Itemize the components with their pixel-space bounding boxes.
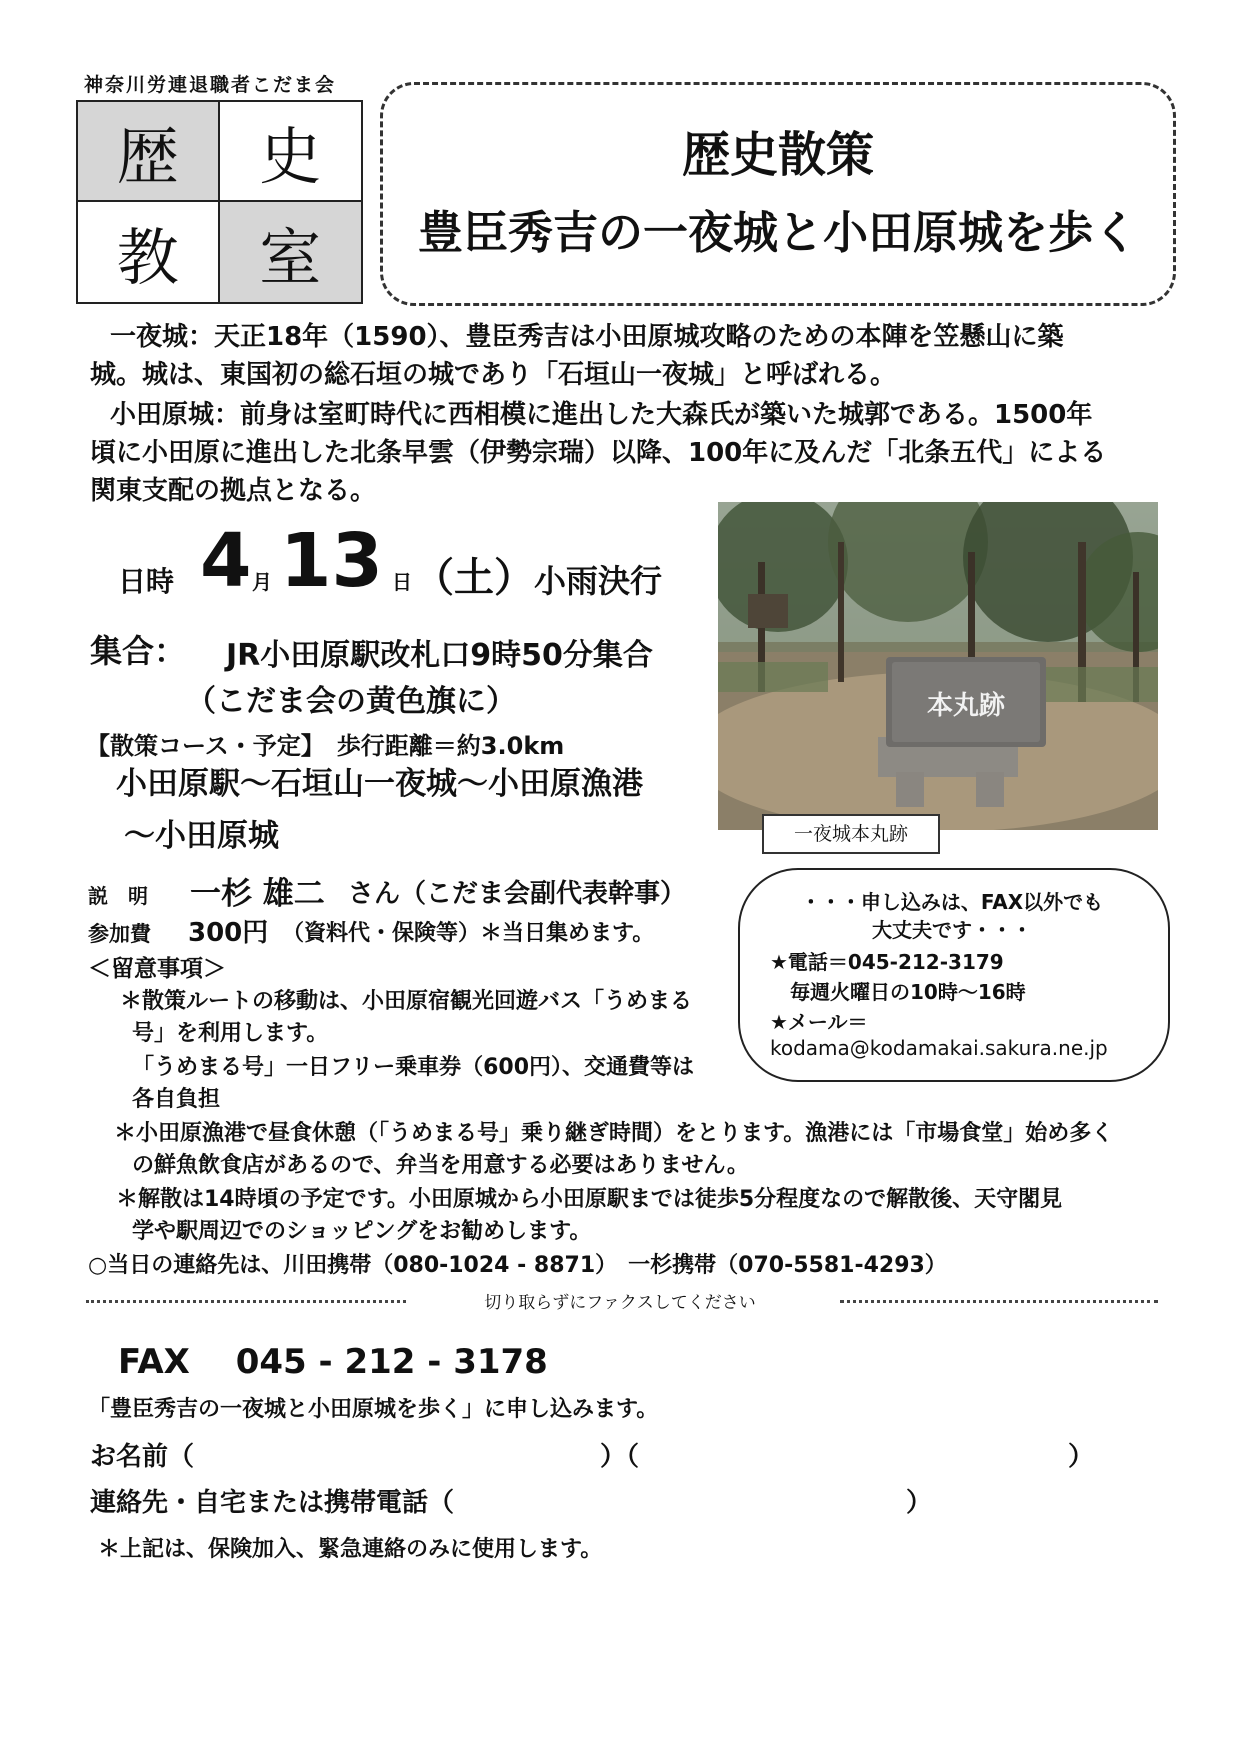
name-label: お名前（ [90, 1442, 195, 1472]
cut-instruction [0, 1288, 1240, 1313]
castle-site-photo [718, 502, 1158, 830]
contact-paren-close: ） [906, 1488, 933, 1518]
bubble-line-1: ・・・申し込みは、FAX以外でも [800, 890, 1104, 914]
contact-phone-field[interactable] [470, 1482, 900, 1516]
fax-number: FAX 045 - 212 - 3178 [118, 1342, 548, 1382]
name-reading-field[interactable] [650, 1436, 1060, 1470]
note-line-5: ＊小田原漁港で昼食休憩（「うめまる号」乗り継ぎ時間）をとります。漁港には「市場食堂」始め多く [114, 1121, 1114, 1146]
meeting-place: JR小田原駅改札口9時50分集合 [226, 638, 653, 673]
guide-role: さん（こだま会副代表幹事） [348, 879, 687, 909]
apply-statement: 「豊臣秀吉の一夜城と小田原城を歩く」に申し込みます。 [88, 1397, 659, 1422]
badge-char-3: 教 [78, 202, 220, 302]
note-line-2: 号」を利用します。 [132, 1021, 329, 1046]
date-day-unit: 日 [392, 570, 412, 594]
bubble-hours: 毎週火曜日の10時～16時 [790, 980, 1026, 1004]
note-line-7: ＊解散は14時頃の予定です。小田原城から小田原駅までは徒歩5分程度なので解散後、天守閣見 [116, 1187, 1063, 1212]
badge-char-2: 史 [220, 102, 362, 202]
badge-char-4: 室 [220, 202, 362, 302]
note-line-8: 学や駅周辺でのショッピングをお勧めします。 [132, 1219, 592, 1244]
date-month: 4 [200, 518, 252, 604]
intro-line-1: 一夜城：天正18年（1590）、豊臣秀吉は小田原城攻略のための本陣を笠懸山に築 [110, 322, 1064, 352]
note-line-1: ＊散策ルートの移動は、小田原宿観光回遊バス「うめまる [120, 989, 693, 1014]
intro-line-3: 小田原城：前身は室町時代に西相模に進出した大森氏が築いた城郭である。1500年 [110, 400, 1093, 430]
bubble-mail-label: ★メール＝ [770, 1010, 868, 1034]
date-day: 13 [280, 518, 383, 604]
name-paren-mid: ）（ [600, 1442, 640, 1472]
note-line-4: 各自負担 [132, 1087, 221, 1112]
date-note: 小雨決行 [534, 562, 663, 600]
date-month-unit: 月 [252, 570, 272, 594]
date-label: 日時 [118, 565, 175, 598]
note-line-3: 「うめまる号」一日フリー乗車券（600円）、交通費等は [132, 1055, 695, 1080]
note-line-6: の鮮魚飲食店があるので、弁当を用意する必要はありません。 [132, 1153, 749, 1178]
meeting-label: 集合： [90, 632, 187, 670]
contact-line: ○当日の連絡先は、川田携帯（080-1024 - 8871） 一杉携帯（070-5581-4293） [88, 1253, 947, 1278]
page-title: 歴史散策 [681, 127, 874, 183]
cut-instruction-text: 切り取らずにファクスしてください [474, 1293, 766, 1313]
photo-illustration [718, 502, 1158, 830]
fee-note: （資料代・保険等）＊当日集めます。 [282, 921, 655, 946]
fee-label: 参加費 [88, 922, 151, 946]
history-class-badge [76, 100, 363, 304]
course-line-2: ～小田原城 [124, 818, 279, 854]
name-paren-close: ） [1068, 1442, 1095, 1472]
fee-amount: 300円 [188, 918, 269, 948]
course-header: 【散策コース・予定】 歩行距離＝約3.0km [86, 732, 565, 760]
page-subtitle: 豊臣秀吉の一夜城と小田原城を歩く [417, 206, 1138, 259]
bubble-mail[interactable]: kodama@kodamakai.sakura.ne.jp [770, 1036, 1108, 1060]
course-line-1: 小田原駅～石垣山一夜城～小田原漁港 [116, 766, 643, 802]
privacy-note: ＊上記は、保険加入、緊急連絡のみに使用します。 [98, 1537, 603, 1562]
intro-line-4: 頃に小田原に進出した北条早雲（伊勢宗瑞）以降、100年に及んだ「北条五代」による [90, 438, 1107, 468]
photo-caption: 一夜城本丸跡 [762, 814, 940, 854]
guide-name: 一杉 雄二 [190, 876, 325, 912]
name-field[interactable] [200, 1436, 590, 1470]
date-weekday: （土） [414, 555, 534, 601]
badge-char-1: 歴 [78, 102, 220, 202]
guide-label: 説 明 [88, 884, 148, 908]
sign-text: 本丸跡 [926, 691, 1006, 721]
organization-name: 神奈川労連退職者こだま会 [84, 74, 337, 96]
bubble-line-2: 大丈夫です・・・ [872, 918, 1032, 942]
notes-header: ＜留意事項＞ [88, 956, 226, 982]
intro-line-2: 城。城は、東国初の総石垣の城であり「石垣山一夜城」と呼ばれる。 [90, 360, 897, 390]
meeting-sub: （こだま会の黄色旗に） [186, 684, 516, 719]
bubble-phone: ★電話＝045-212-3179 [770, 950, 1004, 974]
intro-line-5: 関東支配の拠点となる。 [90, 476, 377, 506]
contact-phone-label: 連絡先・自宅または携帯電話（ [90, 1488, 455, 1518]
